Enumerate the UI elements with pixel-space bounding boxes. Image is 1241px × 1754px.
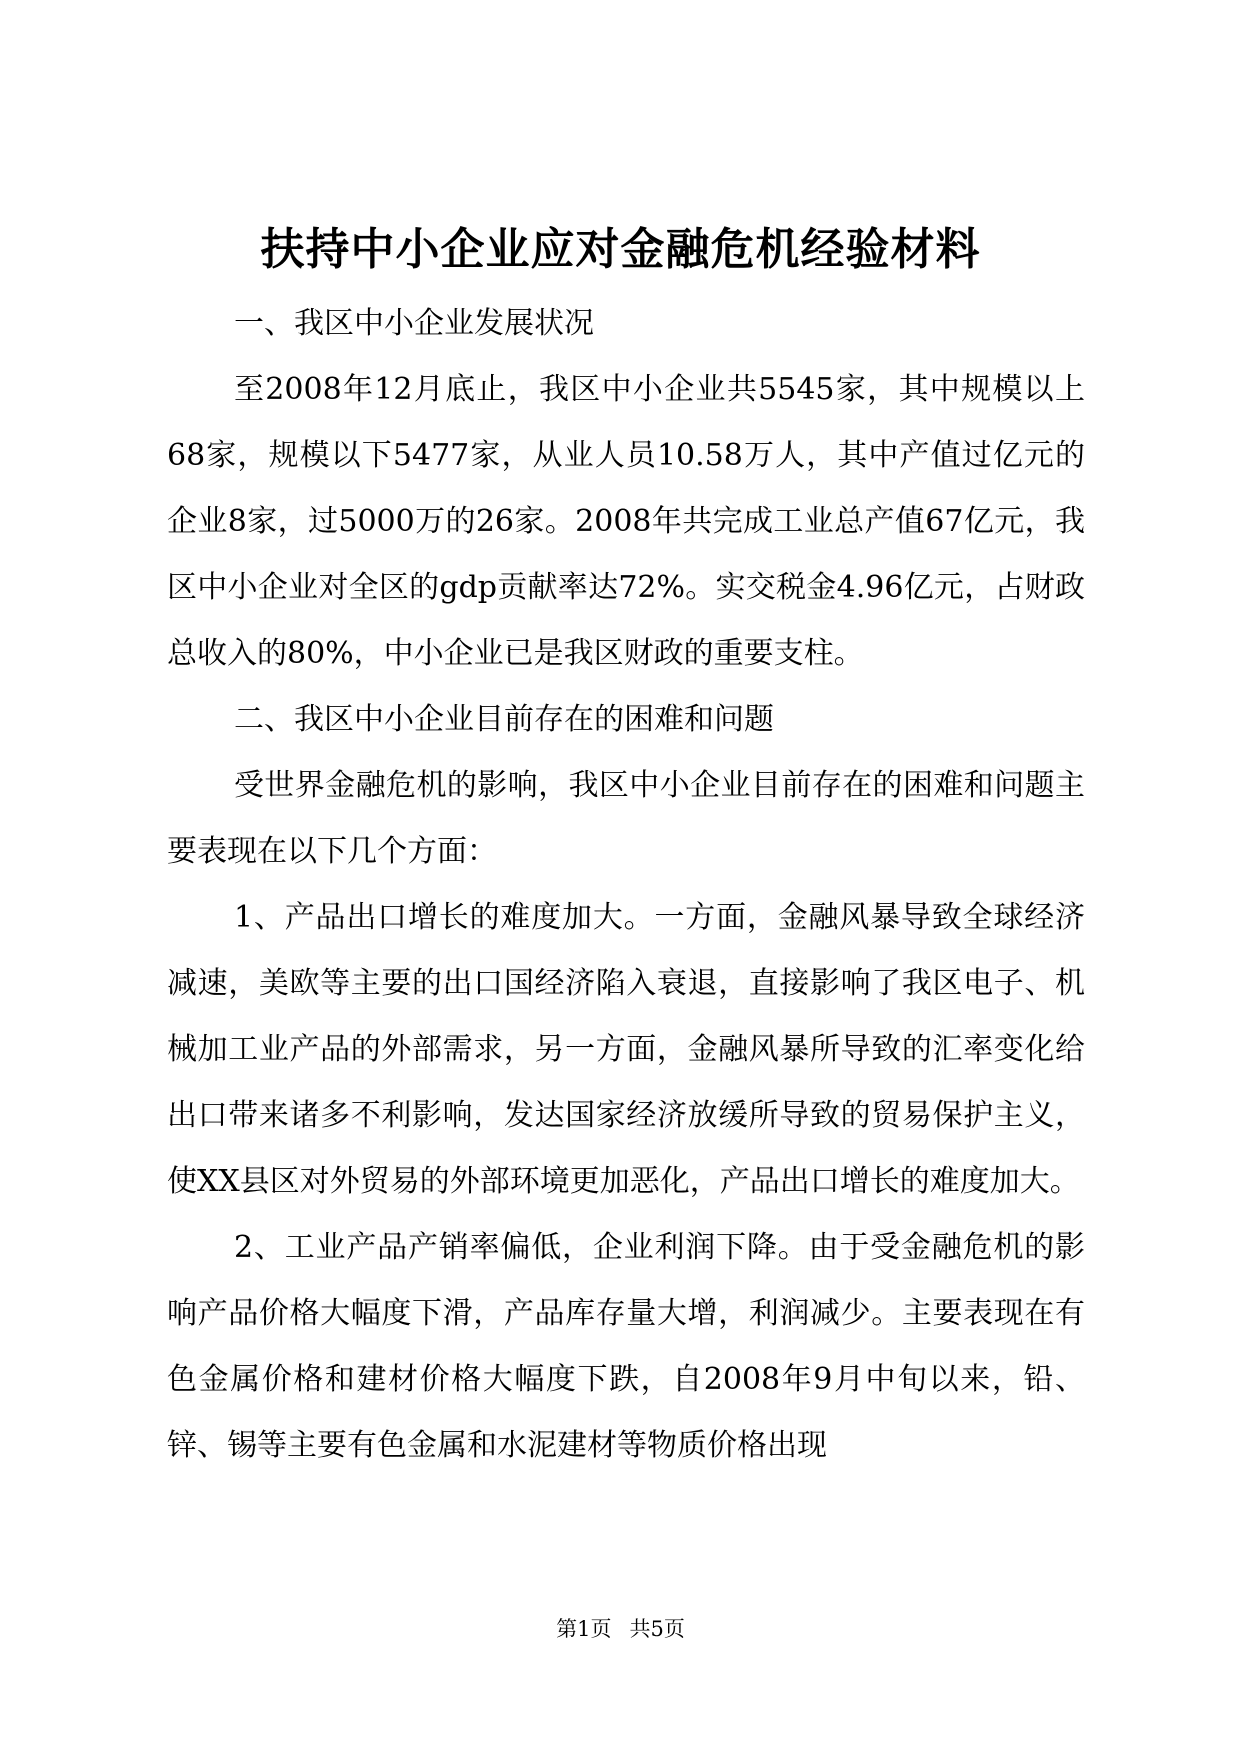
section-heading-1: 一、我区中小企业发展状况 — [234, 306, 594, 341]
page-total: 共5页 — [629, 1617, 685, 1641]
document-body — [167, 291, 1085, 1479]
paragraph-development-status: 至2008年12月底止，我区中小企业共5545家，其中规模以上68家，规模以下5477家，从业人员10.58万人，其中产值过亿元的企业8家，过5000万的26家。2008年共完成工业总产值67亿元，我区中小企业对全区的gdp贡献率达72%。实交税金4.96亿元，占财政总收入的80%，中小企业已是我区财政的重要支柱。 — [167, 372, 1085, 671]
paragraph-point-2: 2、工业产品产销率偏低，企业利润下降。由于受金融危机的影响产品价格大幅度下滑，产品库存量大增，利润减少。主要表现在有色金属价格和建材价格大幅度下跌，自2008年9月中旬以来，铅、锌、锡等主要有色金属和水泥建材等物质价格出现 — [167, 1230, 1085, 1463]
document-title: 扶持中小企业应对金融危机经验材料 — [260, 224, 981, 275]
page-number: 第1页 — [556, 1617, 612, 1641]
paragraph-problems-intro: 受世界金融危机的影响，我区中小企业目前存在的困难和问题主要表现在以下几个方面： — [167, 768, 1085, 869]
paragraph-point-1: 1、产品出口增长的难度加大。一方面，金融风暴导致全球经济减速，美欧等主要的出口国经济陷入衰退，直接影响了我区电子、机械加工业产品的外部需求，另一方面，金融风暴所导致的汇率变化给出口带来诸多不利影响，发达国家经济放缓所导致的贸易保护主义，使XX县区对外贸易的外部环境更加恶化，产品出口增长的难度加大。 — [167, 900, 1085, 1199]
page-footer — [0, 1614, 1241, 1644]
section-heading-2: 二、我区中小企业目前存在的困难和问题 — [234, 702, 774, 737]
